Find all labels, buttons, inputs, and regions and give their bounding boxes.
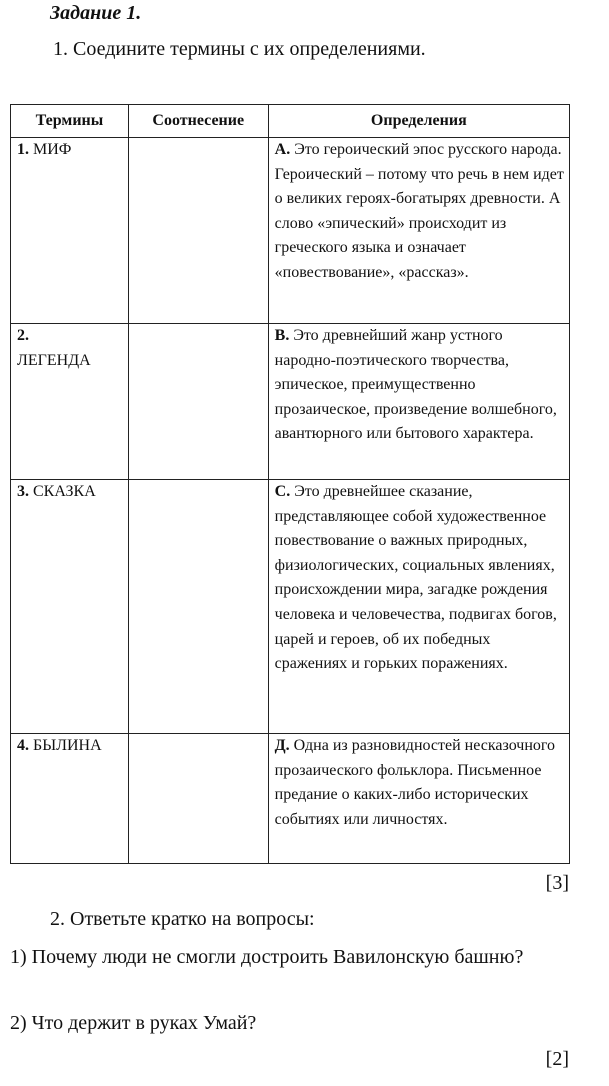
table-row: [11, 324, 570, 480]
match-cell[interactable]: [128, 138, 268, 324]
term-cell: [11, 734, 129, 864]
table-row: [11, 480, 570, 734]
term-number: 1.: [17, 141, 29, 158]
term-number: 2.: [17, 327, 29, 344]
definition-letter: B.: [274, 327, 290, 344]
term-text: ЛЕГЕНДА: [17, 351, 91, 369]
definition-letter: Д.: [274, 737, 290, 754]
term-text: БЫЛИНА: [33, 737, 102, 754]
definition-text: Это древнейший жанр устного народно-поэтического творчества, эпическое, преимущественно прозаическое, произведение волшебного, авантюрного или бытового характера.: [274, 327, 557, 443]
question-1: 1. Соедините термины с их определениями.: [53, 38, 426, 60]
term-number: 4.: [17, 737, 29, 754]
definition-cell: [268, 324, 569, 480]
definition-cell: [268, 734, 569, 864]
definition-text: Одна из разновидностей несказочного прозаического фольклора. Письменное предание о каких-либо исторических событиях или личностях.: [274, 737, 556, 828]
table-header-row: [11, 105, 570, 138]
header-terms: Термины: [11, 105, 129, 138]
definition-letter: С.: [274, 483, 291, 500]
term-number: 3.: [17, 483, 29, 500]
term-cell: [11, 480, 129, 734]
match-cell[interactable]: [128, 324, 268, 480]
definition-letter: А.: [274, 141, 291, 158]
question-2-item-2: 2) Что держит в руках Умай?: [10, 1012, 257, 1034]
task-title: Задание 1.: [50, 2, 142, 24]
definition-text: Это древнейшее сказание, представляющее собой художественное повествование о важных природных, физиологических, социальных явлениях, происхождении мира, загадке рождения человека и человечества, подвигах богов, царей и героев, об их победных сражениях и горьких поражениях.: [274, 483, 557, 673]
term-cell: [11, 324, 129, 480]
term-text: СКАЗКА: [33, 483, 96, 500]
question-2: 2. Ответьте кратко на вопросы:: [50, 908, 315, 930]
header-match: Соотнесение: [128, 105, 268, 138]
matching-table: [10, 104, 570, 864]
match-cell[interactable]: [128, 734, 268, 864]
score-1: [3]: [545, 872, 569, 894]
question-2-item-1: 1) Почему люди не смогли достроить Вавилонскую башню?: [10, 946, 524, 968]
score-2: [2]: [545, 1048, 569, 1070]
term-text: МИФ: [33, 141, 72, 158]
definition-cell: [268, 480, 569, 734]
match-cell[interactable]: [128, 480, 268, 734]
definition-cell: [268, 138, 569, 324]
table-row: [11, 138, 570, 324]
definition-text: Это героический эпос русского народа. Героический – потому что речь в нем идет о великих героях-богатырях древности. А слово «эпический» происходит из греческого языка и означает «повествование», «рассказ».: [274, 141, 564, 281]
header-definitions: Определения: [268, 105, 569, 138]
table-row: [11, 734, 570, 864]
term-cell: [11, 138, 129, 324]
